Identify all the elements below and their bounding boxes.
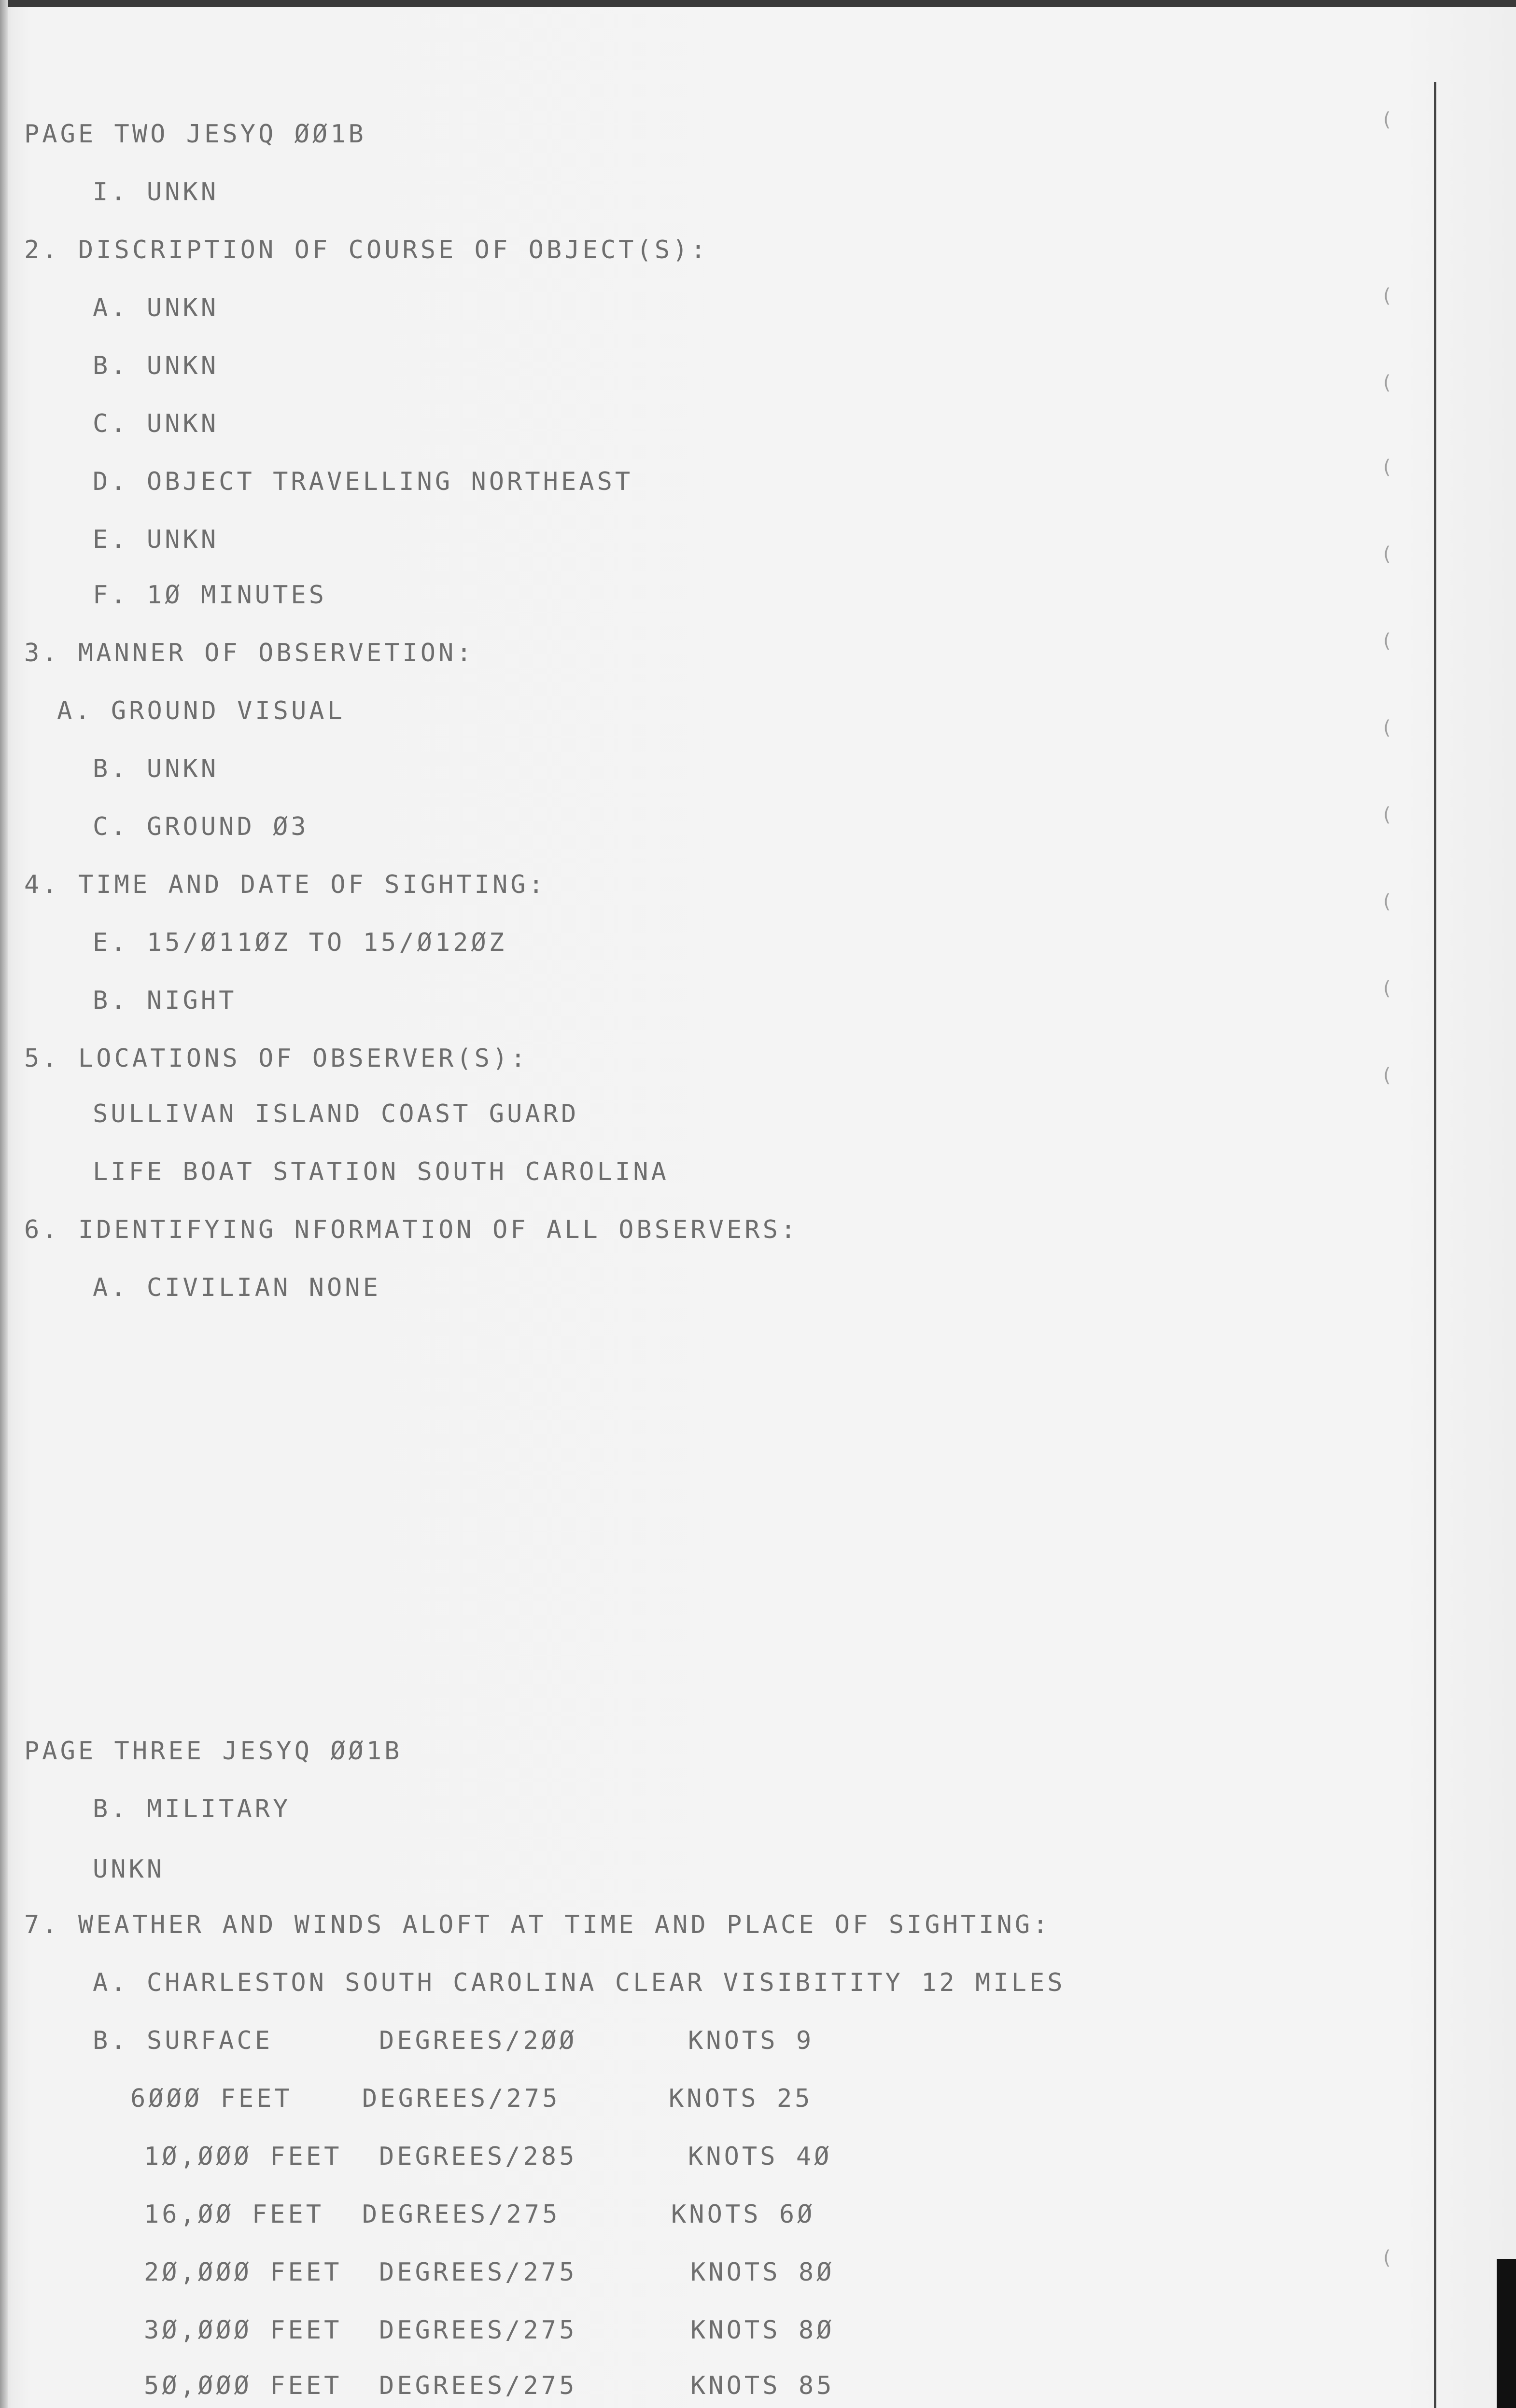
wind-speed: KNOTS 6Ø (671, 2200, 815, 2229)
item-4a: E. 15/Ø11ØZ TO 15/Ø12ØZ (93, 928, 507, 957)
page-right-rule (1434, 82, 1436, 2408)
wind-speed: KNOTS 8Ø (690, 2316, 835, 2345)
margin-mark: ( (1381, 372, 1393, 394)
wind-speed: KNOTS 4Ø (688, 2142, 832, 2171)
scan-corner-shadow (1497, 2259, 1516, 2408)
item-2-heading: 2. DISCRIPTION OF COURSE OF OBJECT(S): (24, 236, 709, 264)
wind-level: 1Ø,ØØØ FEET (144, 2142, 342, 2171)
item-7a: A. CHARLESTON SOUTH CAROLINA CLEAR VISIBITITY 12 MILES (93, 1968, 1066, 1997)
page-three-header: PAGE THREE JESYQ ØØ1B (24, 1737, 403, 1766)
wind-level: 16,ØØ FEET (144, 2200, 324, 2229)
scan-top-border (0, 0, 1516, 7)
item-2e: E. UNKN (93, 525, 219, 554)
item-3a: A. GROUND VISUAL (57, 696, 345, 725)
wind-direction: DEGREES/275 (362, 2084, 561, 2113)
wind-direction: DEGREES/2ØØ (379, 2026, 577, 2055)
item-4-heading: 4. TIME AND DATE OF SIGHTING: (24, 870, 547, 899)
item-3-heading: 3. MANNER OF OBSERVETION: (24, 639, 475, 668)
item-5-location-line1: SULLIVAN ISLAND COAST GUARD (93, 1100, 579, 1128)
margin-mark: ( (1381, 630, 1393, 652)
wind-level: 6ØØØ FEET (130, 2084, 293, 2113)
wind-speed: KNOTS 9 (688, 2026, 814, 2055)
margin-mark: ( (1381, 977, 1393, 1000)
item-2f: F. 1Ø MINUTES (93, 581, 327, 610)
margin-mark: ( (1381, 804, 1393, 826)
item-7-heading: 7. WEATHER AND WINDS ALOFT AT TIME AND PLACE OF SIGHTING: (24, 1910, 1051, 1939)
item-2d: D. OBJECT TRAVELLING NORTHEAST (93, 467, 633, 496)
item-2c: C. UNKN (93, 409, 219, 438)
item-6b-value: UNKN (93, 1855, 165, 1884)
item-6b: B. MILITARY (93, 1795, 291, 1823)
margin-mark: ( (1381, 2247, 1393, 2269)
item-4b: B. NIGHT (93, 986, 237, 1015)
wind-speed: KNOTS 25 (669, 2084, 813, 2113)
item-2a: A. UNKN (93, 293, 219, 322)
item-3b: B. UNKN (93, 754, 219, 783)
margin-mark: ( (1381, 109, 1393, 131)
margin-mark: ( (1381, 717, 1393, 739)
margin-mark: ( (1381, 285, 1393, 307)
wind-direction: DEGREES/275 (379, 2371, 577, 2400)
margin-mark: ( (1381, 1064, 1393, 1086)
wind-level: 3Ø,ØØØ FEET (144, 2316, 342, 2345)
scan-left-edge (0, 0, 8, 2408)
margin-mark: ( (1381, 543, 1393, 565)
wind-level: B. SURFACE (93, 2026, 273, 2055)
wind-direction: DEGREES/275 (362, 2200, 561, 2229)
wind-speed: KNOTS 8Ø (690, 2258, 835, 2287)
item-6-heading: 6. IDENTIFYING NFORMATION OF ALL OBSERVERS: (24, 1215, 799, 1244)
item-2b: B. UNKN (93, 351, 219, 380)
wind-direction: DEGREES/275 (379, 2316, 577, 2345)
wind-direction: DEGREES/275 (379, 2258, 577, 2287)
item-5-location-line2: LIFE BOAT STATION SOUTH CAROLINA (93, 1157, 669, 1186)
margin-mark: ( (1381, 891, 1393, 913)
wind-speed: KNOTS 85 (690, 2371, 835, 2400)
wind-direction: DEGREES/285 (379, 2142, 577, 2171)
margin-mark: ( (1381, 456, 1393, 478)
item-3c: C. GROUND Ø3 (93, 812, 309, 841)
item-6a: A. CIVILIAN NONE (93, 1273, 381, 1302)
wind-level: 5Ø,ØØØ FEET (144, 2371, 342, 2400)
item-1: I. UNKN (93, 178, 219, 207)
wind-level: 2Ø,ØØØ FEET (144, 2258, 342, 2287)
item-5-heading: 5. LOCATIONS OF OBSERVER(S): (24, 1044, 529, 1073)
page-two-header: PAGE TWO JESYQ ØØ1B (24, 120, 366, 149)
